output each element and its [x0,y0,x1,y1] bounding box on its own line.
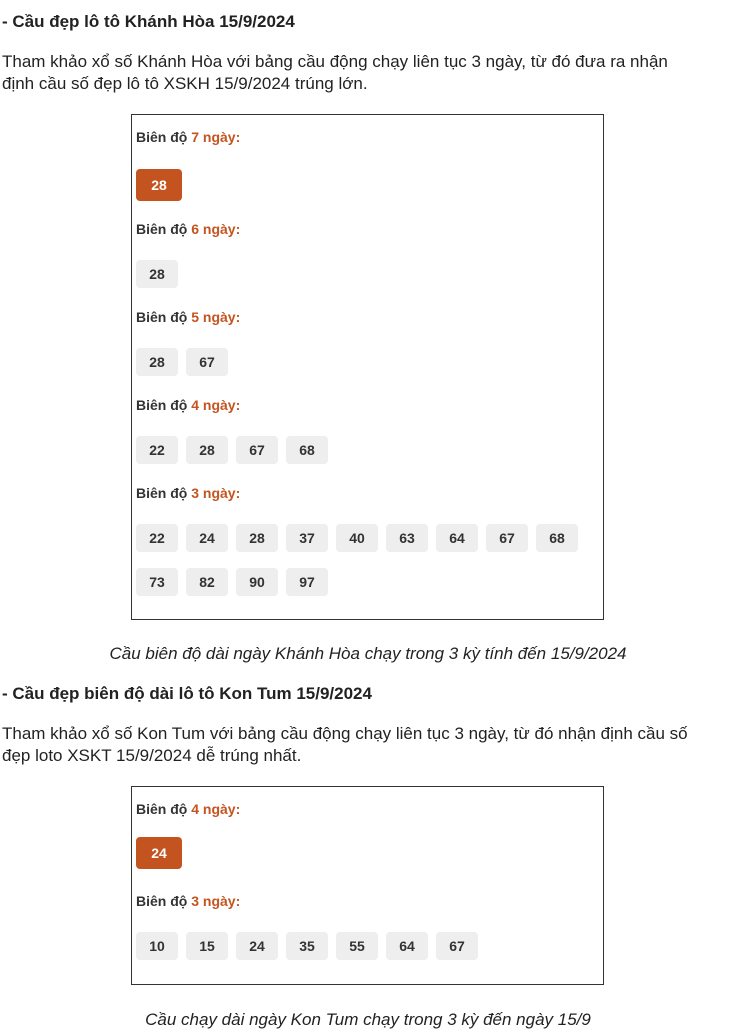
number-chip[interactable]: 22 [136,524,178,552]
number-chip[interactable]: 64 [436,524,478,552]
range-label-prefix: Biên độ [136,129,192,145]
range-label-days: 3 ngày: [191,893,241,909]
range-table-khanh-hoa [131,114,604,620]
range-label-prefix: Biên độ [136,893,192,909]
range-group-label [136,129,240,145]
number-chip[interactable]: 82 [186,568,228,596]
number-chip[interactable]: 73 [136,568,178,596]
number-chip[interactable]: 10 [136,932,178,960]
number-chip[interactable]: 22 [136,436,178,464]
number-chip[interactable]: 28 [236,524,278,552]
section-heading-kon-tum: - Cầu đẹp biên độ dài lô tô Kon Tum 15/9/2024 [2,684,372,703]
range-label-days: 7 ngày: [191,129,241,145]
range-label-days: 3 ngày: [191,485,241,501]
number-chip[interactable]: 55 [336,932,378,960]
highlighted-number-chip[interactable]: 28 [136,169,182,201]
range-label-days: 6 ngày: [191,221,241,237]
section-heading-khanh-hoa: - Cầu đẹp lô tô Khánh Hòa 15/9/2024 [2,12,295,31]
number-chip[interactable]: 68 [536,524,578,552]
number-chip[interactable]: 37 [286,524,328,552]
range-label-prefix: Biên độ [136,397,192,413]
number-chip[interactable]: 97 [286,568,328,596]
range-label-days: 4 ngày: [191,801,241,817]
range-label-prefix: Biên độ [136,485,192,501]
paragraph-line-1: Tham khảo xổ số Khánh Hòa với bảng cầu động chạy liên tục 3 ngày, từ đó đưa ra nhận [2,52,668,71]
range-label-prefix: Biên độ [136,309,192,325]
highlighted-number-chip[interactable]: 24 [136,837,182,869]
number-chip[interactable]: 35 [286,932,328,960]
paragraph-line-2: định cầu số đẹp lô tô XSKH 15/9/2024 trúng lớn. [2,74,368,93]
range-group-label [136,893,240,909]
range-label-days: 5 ngày: [191,309,241,325]
section-paragraph-kon-tum [2,723,735,767]
image-caption-khanh-hoa: Cầu biên độ dài ngày Khánh Hòa chạy trong 3 kỳ tính đến 15/9/2024 [109,644,627,663]
range-group-label [136,397,240,413]
number-chip[interactable]: 64 [386,932,428,960]
range-label-days: 4 ngày: [191,397,241,413]
range-group-label [136,801,240,817]
paragraph-line-1: Tham khảo xổ số Kon Tum với bảng cầu động chạy liên tục 3 ngày, từ đó nhận định cầu số [2,724,688,743]
number-chip[interactable]: 90 [236,568,278,596]
number-chip[interactable]: 15 [186,932,228,960]
paragraph-line-2: đẹp loto XSKT 15/9/2024 dễ trúng nhất. [2,746,302,765]
number-chip[interactable]: 28 [136,348,178,376]
number-chip[interactable]: 67 [186,348,228,376]
number-chip[interactable]: 28 [136,260,178,288]
image-caption-kon-tum: Cầu chạy dài ngày Kon Tum chạy trong 3 kỳ đến ngày 15/9 [145,1010,591,1029]
number-chip[interactable]: 28 [186,436,228,464]
number-chip[interactable]: 24 [186,524,228,552]
range-table-kon-tum [131,786,604,985]
number-chip[interactable]: 67 [436,932,478,960]
number-chip[interactable]: 24 [236,932,278,960]
number-chip[interactable]: 67 [236,436,278,464]
range-group-label [136,485,240,501]
number-chip[interactable]: 67 [486,524,528,552]
range-label-prefix: Biên độ [136,221,192,237]
number-chip[interactable]: 68 [286,436,328,464]
range-group-label [136,309,240,325]
number-chip[interactable]: 63 [386,524,428,552]
number-chip[interactable]: 40 [336,524,378,552]
section-paragraph-khanh-hoa [2,51,735,95]
range-group-label [136,221,240,237]
range-label-prefix: Biên độ [136,801,192,817]
